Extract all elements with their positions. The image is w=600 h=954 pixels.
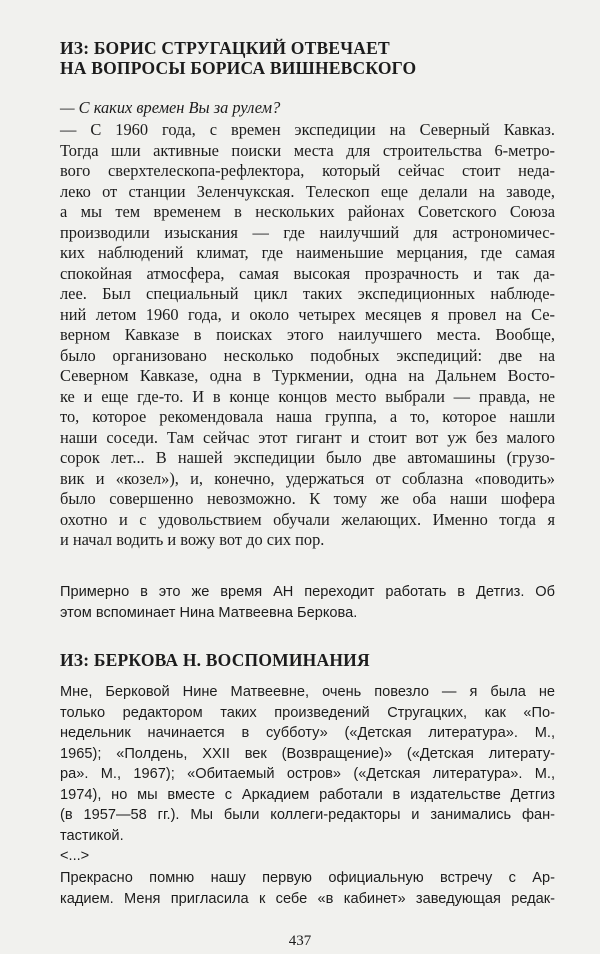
answer-line: наши соседи. Там сейчас этот гигант и стоит вот уж без малого (60, 427, 555, 447)
answer-line: а мы тем временем в нескольких районах Советского Союза (60, 202, 555, 221)
memoir-line: тастикой. (60, 827, 124, 844)
answer-line: лее. Был специальный цикл таких экспедиционных наблюде- (60, 284, 555, 303)
memoir-line: 1965); «Полдень, XXII век (Возвращение)» («Детская литерату- (60, 745, 555, 762)
section-berkova (60, 650, 555, 670)
editorial-interlude (60, 582, 555, 623)
answer-line: спокойная атмосфера, самая высокая прозрачность и так да- (60, 263, 555, 283)
memoir-line: кадием. Меня пригласила к себе «в кабинет» заведующая редак- (60, 890, 555, 907)
answer-line: вого сверхтелескопа-рефлектора, который сейчас стоит неда- (60, 161, 555, 180)
omission-marker (60, 846, 89, 867)
section-boris-strugatsky (60, 38, 555, 78)
memoir-line: недельник начинается в субботу» («Детская литература». М., (60, 725, 555, 741)
heading-line: НА ВОПРОСЫ БОРИСА ВИШНЕВСКОГО (60, 58, 417, 78)
memoir-line: (в 1957—58 гг.). Мы были коллеги-редакторы и занимались фан- (60, 807, 555, 823)
answer-line: леко от станции Зеленчукская. Телескоп еще делали на заводе, (60, 181, 555, 201)
answer-line: было совершенно невозможно. К тому же оба наши шофера (60, 489, 555, 508)
interlude-line: Примерно в это же время АН переходит работать в Детгиз. Об (60, 584, 555, 600)
answer-line: — С 1960 года, с времен экспедиции на Северный Кавказ. (60, 120, 555, 139)
answer-line: верном Кавказе в поисках этого наилучшего места. Вообще, (60, 325, 555, 344)
page-number: 437 (288, 933, 312, 949)
heading-line: ИЗ: БЕРКОВА Н. ВОСПОМИНАНИЯ (60, 650, 370, 670)
answer-line: ких наблюдений климат, где наименьшие мерцания, где самая (60, 243, 555, 262)
section-heading-berkova (60, 650, 555, 670)
memoir-line: Прекрасно помню нашу первую официальную встречу с Ар- (60, 870, 555, 886)
answer-line: Тогда шли активные поиски места для строительства 6-метро- (60, 140, 555, 160)
answer-line: и начал водить и вожу вот до сих пор. (60, 530, 325, 549)
memoir-line: только редактором таких произведений Стругацких, как «По- (60, 704, 555, 721)
heading-line: ИЗ: БОРИС СТРУГАЦКИЙ ОТВЕЧАЕТ (60, 38, 390, 58)
answer-line: вик и «козел»), и, конечно, удержаться от соблазна «поводить» (60, 468, 555, 488)
omission-text: <...> (60, 848, 90, 864)
answer-line: производили изыскания — где наилучший для астрономичес- (60, 222, 555, 242)
section-heading-strugatsky (60, 38, 555, 78)
answer-line: ке и еще где-то. И в конце концов место выбрали — правда, не (60, 386, 555, 406)
memoir-line: Мне, Берковой Нине Матвеевне, очень повезло — я была не (60, 684, 555, 700)
interview-question (60, 98, 555, 119)
interview-answer (60, 120, 555, 551)
answer-line: ний летом 1960 года, и около четырех месяцев я провел на Се- (60, 304, 555, 324)
answer-line: было организовано несколько подобных экспедиций: две на (60, 345, 555, 365)
interlude-line: этом вспоминает Нина Матвеевна Беркова. (60, 604, 358, 621)
answer-line: Северном Кавказе, одна в Туркмении, одна на Дальнем Восто- (60, 366, 555, 385)
answer-line: сорок лет... В нашей экспедиции было две автомашины (грузо- (60, 448, 555, 467)
memoir-line: 1974), но мы вместе с Аркадием работали в издательстве Детгиз (60, 786, 555, 803)
memoir-line: ра». М., 1967); «Обитаемый остров» («Детская литература». М., (60, 766, 555, 782)
answer-line: то, которое рекомендовала наша группа, а то, которое нашли (60, 407, 555, 426)
question-text: — С каких времен Вы за рулем? (60, 98, 281, 117)
answer-line: охотно и с удовольствием обучали желающих. Именно тогда я (60, 509, 555, 529)
memoir-paragraph-continued (60, 868, 555, 909)
memoir-paragraph (60, 682, 555, 846)
